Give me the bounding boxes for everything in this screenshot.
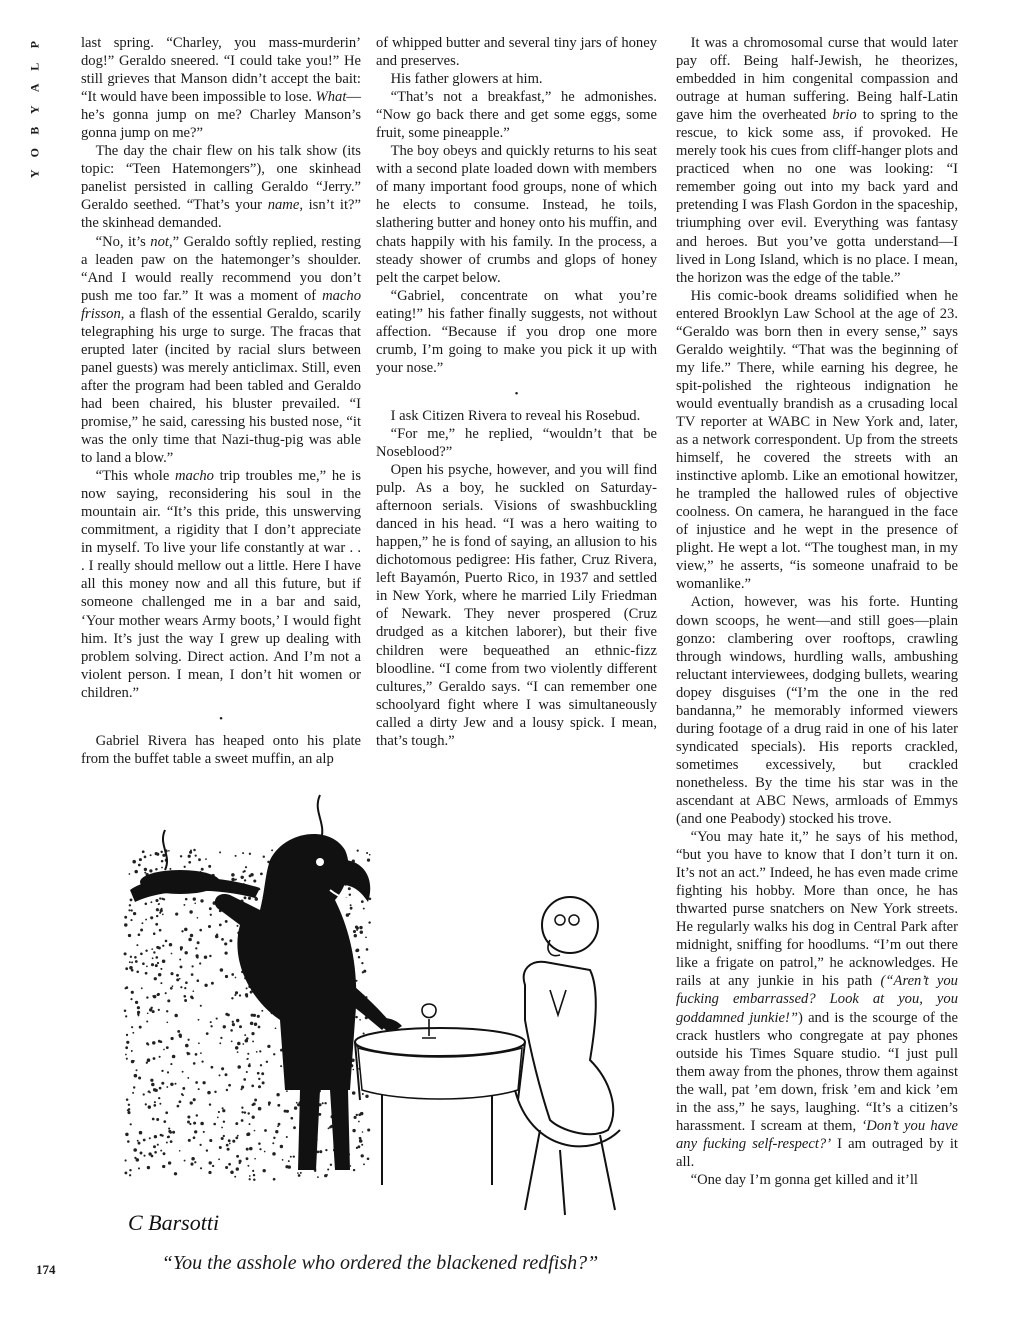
section-break: • xyxy=(219,712,223,725)
article-column-1 xyxy=(81,34,361,768)
masthead-letter: P xyxy=(27,41,42,49)
masthead-letter: L xyxy=(27,62,42,71)
article-paragraph: Gabriel Rivera has heaped onto his plate from the buffet table a sweet muffin, an alp xyxy=(81,732,361,767)
section-break: • xyxy=(514,387,519,400)
article-paragraph: “This whole macho trip troubles me,” he is now saying, reconsidering his soul in the mountain air. “It’s this pride, this unswerving commitment, a rigidity that I don’t appreciate in myself. To live your life constantly at war . . . I really should mellow out a little. Here I have all this money now and all this future, but if someone challenged me in a bar and said, ‘Your mother wears Army boots,’ I would fight him. It’s just the way I grew up dealing with problem solving. Direct action. And I’m not a violent person. I mean, I don’t hit women or children.” xyxy=(81,468,361,701)
article-paragraph: “That’s not a breakfast,” he admonishes. “Now go back there and get some eggs, some fruit, some pineapple.” xyxy=(376,89,657,142)
article-paragraph: last spring. “Charley, you mass-murderin’ dog!” Geraldo sneered. “I could take you!” He still grieves that Manson didn’t accept the bait: “It would have been impossible to lose. What—he’s gonna jump on me? Charley Manson’s gonna jump on me?” xyxy=(81,35,361,142)
article-paragraph: It was a chromosomal curse that would later pay off. Being half-Jewish, he theorizes, embedded in him congenital compassion and outrage at human suffering. Being half-Latin gave him the overheated brio to spring to the rescue, to kick some ass, if provoked. He merely took his cues from cliff-hanger plots and practiced when no one was looking: “I remember going out into my back yard and pretending I was Flash Gordon in the spaceship, triumphing over evil. Everything was fantasy and heroes. But you’ve gotta understand—I lived in Long Island, which is no place. I mean, the horizon was the edge of the table.” xyxy=(676,35,958,286)
diner-figure xyxy=(524,962,613,1134)
article-paragraph: Open his psyche, however, and you will find pulp. As a boy, he suckled on Saturday-afternoon serials. Visions of swashbuckling danced in his head. “I was a hero waiting to happen,” he is fond of saying, an allusion to his dichotomous pedigree: His father, Cruz Rivera, left Bayamón, Puerto Rico, in 1937 and settled in New York, where he married Lily Friedman of Newark. They never prospered (Cruz drudged as a kitchen laborer), but their five children were bequeathed an ethnic-fizz bloodline. “I come from two violently different cultures,” Geraldo says. “I can remember one schoolyard fight where I was simultaneously called a dirty Jew and a lousy spick. I mean, that’s tough.” xyxy=(376,462,657,749)
page-number: 174 xyxy=(36,1262,56,1277)
article-paragraph: Action, however, was his forte. Hunting down scoops, he went—and still goes—plain gonzo: clambering over rooftops, crawling through windows, hurdling walls, ambushing reluctant interviewees, dodging bullets, wearing dopey disguises (“I’m the one in the red bandanna,” he memorably informed viewers during footage of a drug raid in one of his later syndicated specials). His reports crackled, sometimes excessively, but crackled nonetheless. By the time his star was in the ascendant at ABC News, armloads of Emmys (and one Peabody) stocked his trove. xyxy=(676,594,958,828)
cartoon-caption: “You the asshole who ordered the blackened redfish?” xyxy=(161,1252,599,1274)
masthead-letter: Y xyxy=(27,169,42,179)
article-column-2 xyxy=(376,34,657,750)
masthead-letter: B xyxy=(27,126,42,135)
cartoonist-signature: C Barsotti xyxy=(128,1210,220,1235)
article-paragraph: of whipped butter and several tiny jars of honey and preserves. xyxy=(376,35,657,70)
article-paragraph: His comic-book dreams solidified when he entered Brooklyn Law School at the age of 23. “Geraldo was born then in every sense,” says Geraldo weightily. “That was the beginning of my life.” There, while earning his degree, he spit-polished the righteous indignation he would eventually brandish as a crusading local TV reporter at WABC in New York and, later, as a network correspondent. Up from the streets himself, he covered the streets with an instinctive aplomb. Like an emotional howitzer, he trampled the hallowed rules of objective coolness. On camera, he harangued in the face of injustice and he wept in the presence of plight. He wept a lot. “The toughest man, in my view,” he asserts, “is someone unafraid to be womanlike.” xyxy=(676,287,958,593)
waiter-figure xyxy=(215,834,357,1090)
article-paragraph: “No, it’s not,” Geraldo softly replied, resting a leaden paw on the hatemonger’s shoulder. “And I would really recommend you don’t push me too far.” It was a moment of macho frisson, a flash of the essential Geraldo, scarily telegraphing his urge to surge. The fracas that erupted later (incited by racial slurs between panel guests) was merely anticlimax. Still, even after the program had been tabled and Geraldo had been chaired, his bluster prevailed. “I promise,” he said, caressing his busted nose, “it was the only time that Nazi-thug-pig was able to land a blow.” xyxy=(81,233,361,467)
article-paragraph: “Gabriel, concentrate on what you’re eating!” his father finally suggests, not without affection. “Because if you drop one more crumb, I’m going to make you pick it up with your nose.” xyxy=(376,287,657,376)
article-paragraph: The day the chair flew on his talk show (its topic: “Teen Hatemongers”), one skinhead panelist persisted in calling Geraldo “Jerry.” Geraldo seethed. “That’s your name, isn’t it?” the skinhead demanded. xyxy=(81,143,361,232)
article-paragraph: His father glowers at him. xyxy=(390,71,543,88)
article-paragraph: “You may hate it,” he says of his method, “but you have to know that I don’t turn it on. It’s not an act.” Indeed, he has even made crime fighting his hobby. More than once, he has thwarted purse snatchers on New York streets. He regularly walks his dog in Central Park after midnight, sniffing for hoodlums. “I’m out there like a frigate on patrol,” he acknowledges. He rails at any junkie in his path (“Aren’t you fucking embarrassed? Look at you, you goddamned junkie!”) and is the scourge of the crack hustlers who congregate at pay phones outside his Times Square studio. “I just pull them away from the phones, throw them against the wall, pat ’em down, frisk ’em and kick ’em in the ass,” he says, laughing. “It’s a citizen’s harassment. I scream at them, ‘Don’t you have any fucking self-respect?’ I am outraged by it all. xyxy=(676,829,958,1170)
article-paragraph: The boy obeys and quickly returns to his seat with a second plate loaded down with members of many important food groups, none of which he elects to consume. Instead, he toils, slathering butter and honey onto his muffin, and chats happily with his family. In the process, a steady shower of crumbs and glops of honey pelt the carpet below. xyxy=(376,143,658,286)
masthead-letter: O xyxy=(27,147,42,157)
article-paragraph: “One day I’m gonna get killed and it’ll xyxy=(690,1171,918,1188)
article-paragraph: I ask Citizen Rivera to reveal his Rosebud. xyxy=(390,407,641,424)
magazine-masthead xyxy=(20,34,50,185)
masthead-letter: A xyxy=(27,83,42,93)
cartoon-illustration xyxy=(120,790,655,1240)
masthead-letter: Y xyxy=(27,104,42,114)
article-paragraph: “For me,” he replied, “wouldn’t that be Noseblood?” xyxy=(376,425,657,460)
article-column-3 xyxy=(676,34,958,1189)
